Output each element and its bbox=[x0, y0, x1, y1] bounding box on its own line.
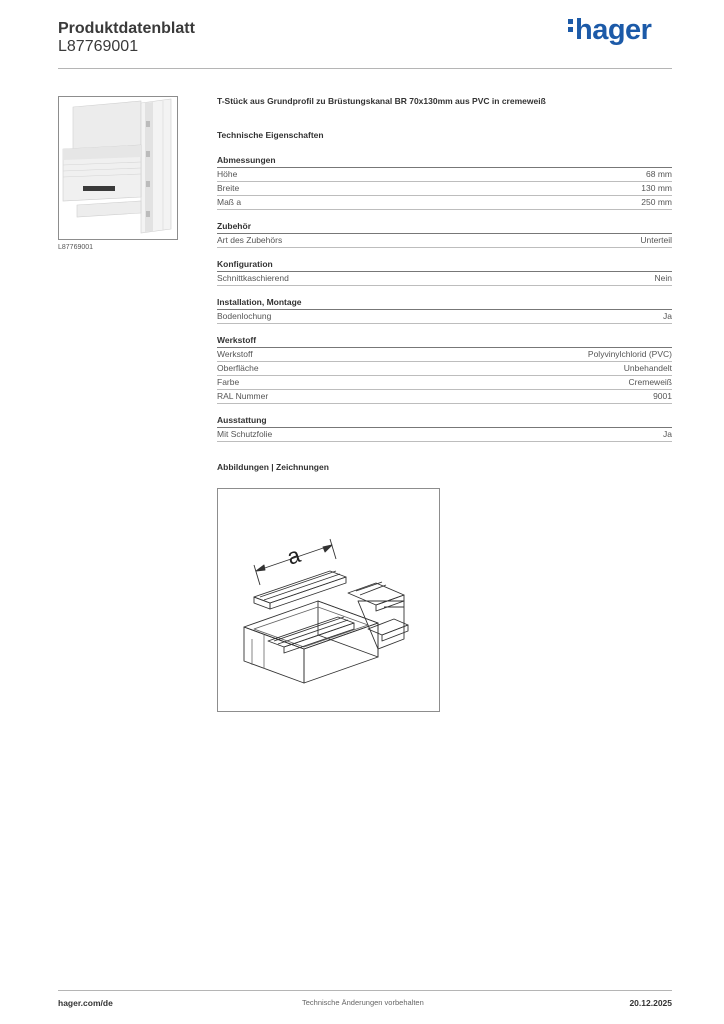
footer-notice: Technische Änderungen vorbehalten bbox=[302, 998, 424, 1007]
spec-value: Unbehandelt bbox=[623, 363, 672, 373]
logo-text: hager bbox=[575, 14, 652, 46]
section-title: Werkstoff bbox=[217, 335, 672, 348]
spec-row bbox=[217, 362, 672, 376]
dimension-label: a bbox=[283, 542, 304, 570]
footer-divider bbox=[58, 990, 672, 991]
section-abmessungen bbox=[217, 155, 672, 210]
section-ausstattung bbox=[217, 415, 672, 442]
spec-label: Mit Schutzfolie bbox=[217, 429, 273, 439]
figures-heading: Abbildungen | Zeichnungen bbox=[217, 462, 329, 472]
product-photo bbox=[58, 96, 178, 240]
spec-label: Breite bbox=[217, 183, 240, 193]
spec-row bbox=[217, 348, 672, 362]
spec-label: Höhe bbox=[217, 169, 238, 179]
spec-row bbox=[217, 196, 672, 210]
footer-website[interactable]: hager.com/de bbox=[58, 998, 113, 1008]
spec-value: 9001 bbox=[653, 391, 672, 401]
spec-row bbox=[217, 310, 672, 324]
spec-label: Schnittkaschierend bbox=[217, 273, 289, 283]
spec-row bbox=[217, 168, 672, 182]
datasheet-content bbox=[217, 96, 672, 472]
spec-label: Oberfläche bbox=[217, 363, 259, 373]
footer-date: 20.12.2025 bbox=[629, 998, 672, 1008]
spec-row bbox=[217, 234, 672, 248]
spec-row bbox=[217, 272, 672, 286]
section-zubehoer bbox=[217, 221, 672, 248]
spec-row bbox=[217, 390, 672, 404]
section-title: Abmessungen bbox=[217, 155, 672, 168]
spec-row bbox=[217, 182, 672, 196]
dimension-arrow-left bbox=[256, 565, 265, 571]
section-werkstoff bbox=[217, 335, 672, 404]
page-title: Produktdatenblatt bbox=[58, 20, 195, 37]
spec-value: 130 mm bbox=[641, 183, 672, 193]
spec-row bbox=[217, 428, 672, 442]
product-code: L87769001 bbox=[58, 38, 139, 55]
dimension-arrow-right bbox=[323, 545, 332, 552]
spec-value: Cremeweiß bbox=[628, 377, 672, 387]
spec-row bbox=[217, 376, 672, 390]
spec-label: RAL Nummer bbox=[217, 391, 269, 401]
hager-logo bbox=[568, 14, 651, 47]
logo-dots-icon bbox=[568, 16, 573, 35]
t-piece-drawing bbox=[218, 489, 439, 711]
product-photo-illustration bbox=[59, 97, 177, 239]
spec-value: Unterteil bbox=[640, 235, 672, 245]
spec-value: Nein bbox=[654, 273, 672, 283]
section-title: Installation, Montage bbox=[217, 297, 672, 310]
spec-value: Polyvinylchlorid (PVC) bbox=[587, 349, 672, 359]
section-installation bbox=[217, 297, 672, 324]
section-konfiguration bbox=[217, 259, 672, 286]
spec-value: Ja bbox=[663, 311, 672, 321]
spec-value: 68 mm bbox=[646, 169, 672, 179]
technical-drawing bbox=[217, 488, 440, 712]
spec-value: 250 mm bbox=[641, 197, 672, 207]
section-title: Konfiguration bbox=[217, 259, 672, 272]
spec-label: Bodenlochung bbox=[217, 311, 272, 321]
spec-label: Maß a bbox=[217, 197, 242, 207]
spec-value: Ja bbox=[663, 429, 672, 439]
spec-label: Art des Zubehörs bbox=[217, 235, 283, 245]
section-title: Zubehör bbox=[217, 221, 672, 234]
section-title: Ausstattung bbox=[217, 415, 672, 428]
spec-label: Farbe bbox=[217, 377, 240, 387]
technical-heading: Technische Eigenschaften bbox=[217, 130, 324, 140]
spec-label: Werkstoff bbox=[217, 349, 253, 359]
photo-caption: L87769001 bbox=[58, 244, 94, 251]
product-description: T-Stück aus Grundprofil zu Brüstungskanal BR 70x130mm aus PVC in cremeweiß bbox=[217, 96, 546, 106]
header-divider bbox=[58, 68, 672, 69]
